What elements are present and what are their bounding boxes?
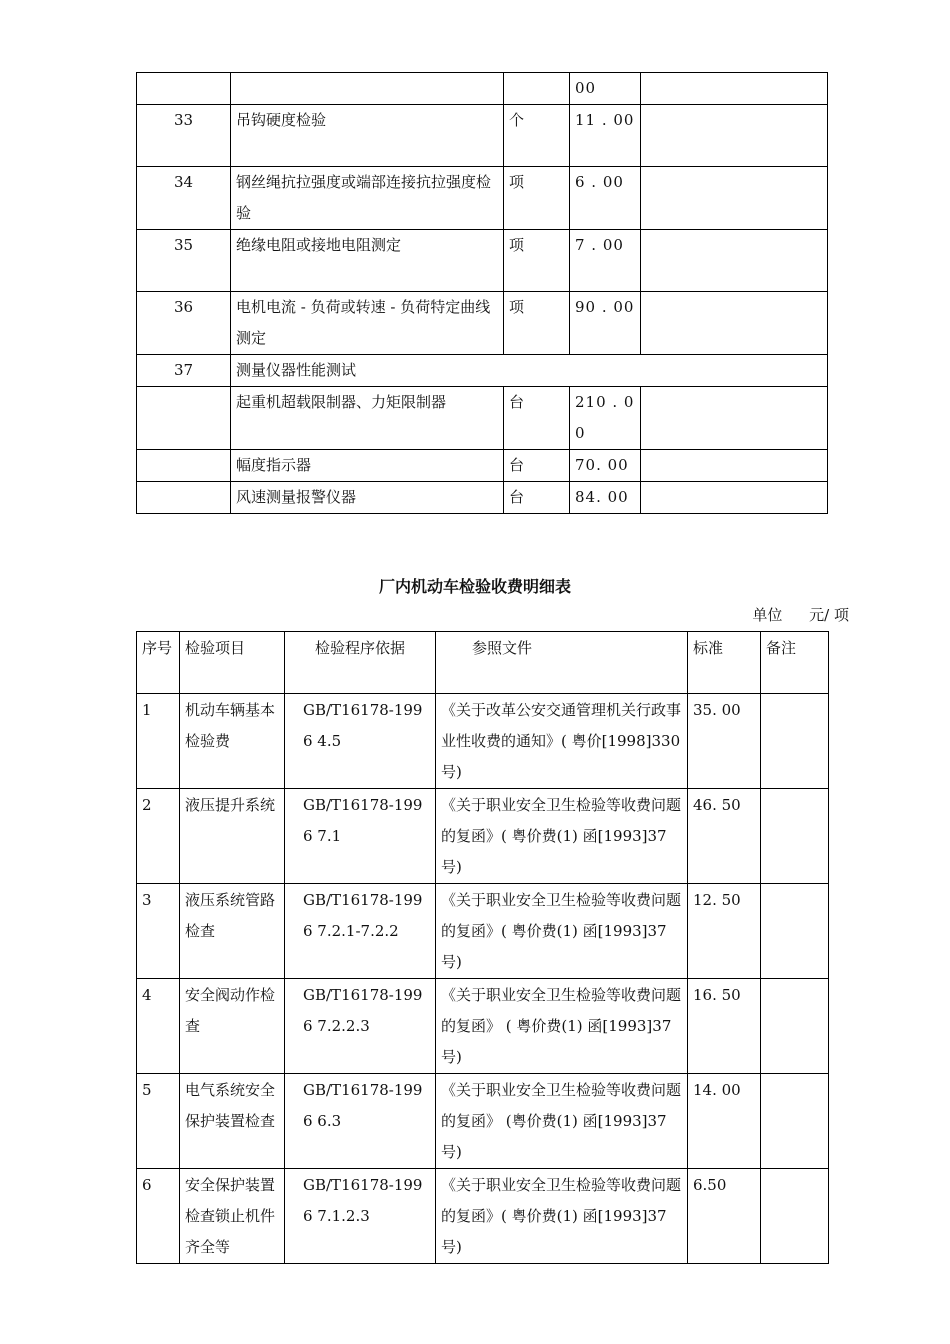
item-name: 液压系统管路检查 (180, 884, 285, 979)
remark-cell (641, 230, 828, 292)
procedure-basis: GB/T16178-1996 7.2.1-7.2.2 (285, 884, 436, 979)
remark-cell (641, 292, 828, 355)
item-name: 幅度指示器 (231, 450, 504, 482)
unit-cell: 项 (504, 167, 570, 230)
unit-cell (504, 73, 570, 105)
item-name: 安全保护装置检查锁止机件齐全等 (180, 1169, 285, 1264)
standard-fee: 16. 50 (688, 979, 761, 1074)
standard-fee: 35. 00 (688, 694, 761, 789)
table-row (137, 789, 829, 884)
item-name: 吊钩硬度检验 (231, 105, 504, 167)
standard-fee: 46. 50 (688, 789, 761, 884)
section-title: 厂内机动车检验收费明细表 (378, 577, 571, 596)
remark-cell (641, 73, 828, 105)
table-row (137, 482, 828, 514)
unit-value: 元/ 项 (809, 606, 849, 624)
remark-cell (761, 1074, 829, 1169)
table-header-row (137, 632, 829, 694)
item-name: 风速测量报警仪器 (231, 482, 504, 514)
table-row (137, 230, 828, 292)
unit-cell: 项 (504, 292, 570, 355)
item-name: 电机电流 - 负荷或转速 - 负荷特定曲线测定 (231, 292, 504, 355)
row-number: 1 (137, 694, 180, 789)
table-row (137, 694, 829, 789)
remark-cell (761, 884, 829, 979)
header-reference: 参照文件 (436, 632, 688, 694)
item-name: 液压提升系统 (180, 789, 285, 884)
standard-fee: 6 . 00 (570, 167, 641, 230)
remark-cell (761, 1169, 829, 1264)
table-row (137, 884, 829, 979)
header-remark: 备注 (761, 632, 829, 694)
procedure-basis: GB/T16178-1996 7.2.2.3 (285, 979, 436, 1074)
table-row (137, 1169, 829, 1264)
unit-cell: 台 (504, 387, 570, 450)
unit-cell: 台 (504, 450, 570, 482)
reference-doc: 《关于职业安全卫生检验等收费问题的复函》( 粤价费(1) 函[1993]37号) (436, 789, 688, 884)
reference-doc: 《关于职业安全卫生检验等收费问题的复函》 (粤价费(1) 函[1993]37号) (436, 1074, 688, 1169)
item-name: 电气系统安全保护装置检查 (180, 1074, 285, 1169)
row-number: 35 (137, 230, 231, 292)
reference-doc: 《关于职业安全卫生检验等收费问题的复函》( 粤价费(1) 函[1993]37号) (436, 1169, 688, 1264)
table-row (137, 355, 828, 387)
row-number: 3 (137, 884, 180, 979)
remark-cell (761, 979, 829, 1074)
procedure-basis: GB/T16178-1996 4.5 (285, 694, 436, 789)
standard-fee: 84. 00 (570, 482, 641, 514)
procedure-basis: GB/T16178-1996 6.3 (285, 1074, 436, 1169)
header-standard: 标准 (688, 632, 761, 694)
table-row (137, 105, 828, 167)
row-number (137, 73, 231, 105)
remark-cell (641, 167, 828, 230)
reference-doc: 《关于职业安全卫生检验等收费问题的复函》( 粤价费(1) 函[1993]37号) (436, 884, 688, 979)
item-name: 测量仪器性能测试 (231, 355, 828, 387)
table-row (137, 450, 828, 482)
item-name: 安全阀动作检查 (180, 979, 285, 1074)
table-row (137, 1074, 829, 1169)
row-number (137, 387, 231, 450)
reference-doc: 《关于职业安全卫生检验等收费问题的复函》 ( 粤价费(1) 函[1993]37号) (436, 979, 688, 1074)
row-number: 37 (137, 355, 231, 387)
item-name: 钢丝绳抗拉强度或端部连接抗拉强度检验 (231, 167, 504, 230)
standard-fee: 90 . 00 (570, 292, 641, 355)
unit-cell: 项 (504, 230, 570, 292)
standard-fee: 7 . 00 (570, 230, 641, 292)
crane-fee-table (136, 72, 828, 514)
remark-cell (761, 789, 829, 884)
table-row (137, 979, 829, 1074)
table-row (137, 292, 828, 355)
item-name (231, 73, 504, 105)
standard-fee: 70. 00 (570, 450, 641, 482)
unit-label: 单位 (752, 606, 783, 624)
remark-cell (641, 105, 828, 167)
row-number: 36 (137, 292, 231, 355)
standard-fee: 00 (570, 73, 641, 105)
vehicle-fee-table (136, 631, 829, 1264)
row-number: 6 (137, 1169, 180, 1264)
reference-doc: 《关于改革公安交通管理机关行政事业性收费的通知》( 粤价[1998]330 号) (436, 694, 688, 789)
standard-fee: 11 . 00 (570, 105, 641, 167)
procedure-basis: GB/T16178-1996 7.1.2.3 (285, 1169, 436, 1264)
row-number (137, 450, 231, 482)
header-basis: 检验程序依据 (285, 632, 436, 694)
row-number: 34 (137, 167, 231, 230)
header-no: 序号 (137, 632, 180, 694)
row-number: 33 (137, 105, 231, 167)
table-row (137, 73, 828, 105)
item-name: 起重机超载限制器、力矩限制器 (231, 387, 504, 450)
table-row (137, 387, 828, 450)
standard-fee: 12. 50 (688, 884, 761, 979)
remark-cell (641, 450, 828, 482)
standard-fee: 210 . 00 (570, 387, 641, 450)
remark-cell (641, 387, 828, 450)
standard-fee: 14. 00 (688, 1074, 761, 1169)
row-number: 2 (137, 789, 180, 884)
item-name: 绝缘电阻或接地电阻测定 (231, 230, 504, 292)
unit-cell: 个 (504, 105, 570, 167)
remark-cell (761, 694, 829, 789)
header-item: 检验项目 (180, 632, 285, 694)
item-name: 机动车辆基本检验费 (180, 694, 285, 789)
procedure-basis: GB/T16178-1996 7.1 (285, 789, 436, 884)
standard-fee: 6.50 (688, 1169, 761, 1264)
table-row (137, 167, 828, 230)
row-number (137, 482, 231, 514)
unit-cell: 台 (504, 482, 570, 514)
remark-cell (641, 482, 828, 514)
unit-note (744, 604, 849, 625)
row-number: 5 (137, 1074, 180, 1169)
row-number: 4 (137, 979, 180, 1074)
